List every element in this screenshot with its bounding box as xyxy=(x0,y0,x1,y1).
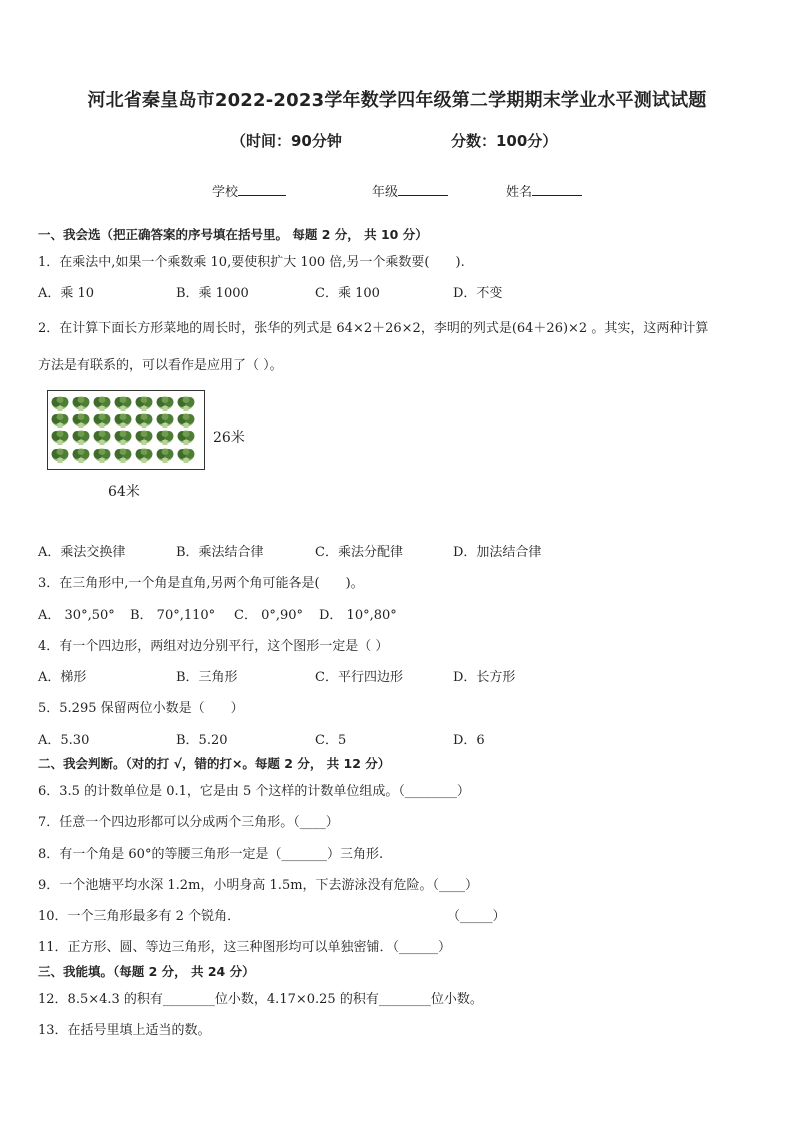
question-8: 8．有一个角是 60°的等腰三角形一定是（_______）三角形. xyxy=(38,847,384,862)
name-blank[interactable] xyxy=(532,182,582,196)
question-10: 10．一个三角形最多有 2 个锐角． xyxy=(38,909,241,924)
question-4: 4．有一个四边形，两组对边分别平行，这个图形一定是（ ） xyxy=(38,639,389,654)
figure-height-label: 26米 xyxy=(213,430,245,446)
q2-option-b[interactable]: B．乘法结合律 xyxy=(176,545,264,560)
q5-option-b[interactable]: B．5.20 xyxy=(176,733,228,748)
q1-option-b[interactable]: B．乘 1000 xyxy=(176,286,249,301)
question-2-line-2: 方法是有联系的，可以看作是应用了（ ）。 xyxy=(38,358,283,373)
q2-option-a[interactable]: A．乘法交换律 xyxy=(38,545,126,560)
q5-option-a[interactable]: A．5.30 xyxy=(38,733,90,748)
question-5: 5．5.295 保留两位小数是（ ） xyxy=(38,701,244,716)
q5-option-d[interactable]: D．6 xyxy=(453,733,485,748)
q4-option-d[interactable]: D．长方形 xyxy=(453,670,516,685)
q2-option-d[interactable]: D．加法结合律 xyxy=(453,545,542,560)
question-11: 11．正方形、圆、等边三角形，这三种图形均可以单独密铺．（______） xyxy=(38,940,452,955)
grade-field xyxy=(372,181,448,200)
q2-option-c[interactable]: C．乘法分配律 xyxy=(315,545,403,560)
q1-option-c[interactable]: C．乘 100 xyxy=(315,286,380,301)
school-label: 学校 xyxy=(212,185,239,200)
q3-option-a[interactable]: A． 30°,50° xyxy=(38,608,115,623)
q3-option-c[interactable]: C． 0°,90° xyxy=(234,608,304,623)
exam-time: （时间：90分钟 xyxy=(231,132,342,150)
question-6: 6．3.5 的计数单位是 0.1，它是由 5 个这样的计数单位组成。（________） xyxy=(38,784,470,799)
question-13: 13．在括号里填上适当的数。 xyxy=(38,1023,211,1038)
figure-width-label: 64米 xyxy=(108,484,140,500)
question-9: 9．一个池塘平均水深 1.2m，小明身高 1.5m，下去游泳没有危险。（____） xyxy=(38,878,479,893)
q3-option-d[interactable]: D． 10°,80° xyxy=(319,608,397,623)
section-heading-fill: 三、我能填。（每题 2 分， 共 24 分） xyxy=(38,964,255,979)
q4-option-c[interactable]: C．平行四边形 xyxy=(315,670,403,685)
cabbage-grid-image xyxy=(48,391,204,469)
name-label: 姓名 xyxy=(506,185,533,200)
q1-option-d[interactable]: D．不变 xyxy=(453,286,503,301)
vegetable-garden-figure xyxy=(47,390,205,470)
section-heading-judge: 二、我会判断。（对的打 √，错的打×。每题 2 分， 共 12 分） xyxy=(38,756,391,771)
page-title: 河北省秦皇岛市2022-2023学年数学四年级第二学期期末学业水平测试试题 xyxy=(87,90,707,111)
q5-option-c[interactable]: C．5 xyxy=(315,733,347,748)
school-blank[interactable] xyxy=(238,182,286,196)
school-field xyxy=(212,181,286,200)
question-12: 12．8.5×4.3 的积有________位小数，4.17×0.25 的积有________位小数。 xyxy=(38,992,483,1007)
question-7: 7．任意一个四边形都可以分成两个三角形。（____） xyxy=(38,815,339,830)
q4-option-b[interactable]: B．三角形 xyxy=(176,670,238,685)
exam-score: 分数：100分） xyxy=(451,132,558,150)
grade-label: 年级 xyxy=(372,185,399,200)
question-3: 3．在三角形中,一个角是直角,另两个角可能各是( )。 xyxy=(38,576,364,591)
question-2-line-1: 2．在计算下面长方形菜地的周长时，张华的列式是 64×2＋26×2，李明的列式是(64＋26)×2 。其实，这两种计算 xyxy=(38,321,709,336)
q1-option-a[interactable]: A．乘 10 xyxy=(38,286,95,301)
grade-blank[interactable] xyxy=(398,182,448,196)
q4-option-a[interactable]: A．梯形 xyxy=(38,670,87,685)
question-1: 1．在乘法中,如果一个乘数乘 10,要使积扩大 100 倍,另一个乘数要( ). xyxy=(38,255,465,270)
q3-option-b[interactable]: B． 70°,110° xyxy=(130,608,216,623)
question-10-answer-paren[interactable]: （_____） xyxy=(447,909,506,924)
section-heading-choice: 一、我会选（把正确答案的序号填在括号里。 每题 2 分， 共 10 分） xyxy=(38,227,428,242)
name-field xyxy=(506,181,582,200)
